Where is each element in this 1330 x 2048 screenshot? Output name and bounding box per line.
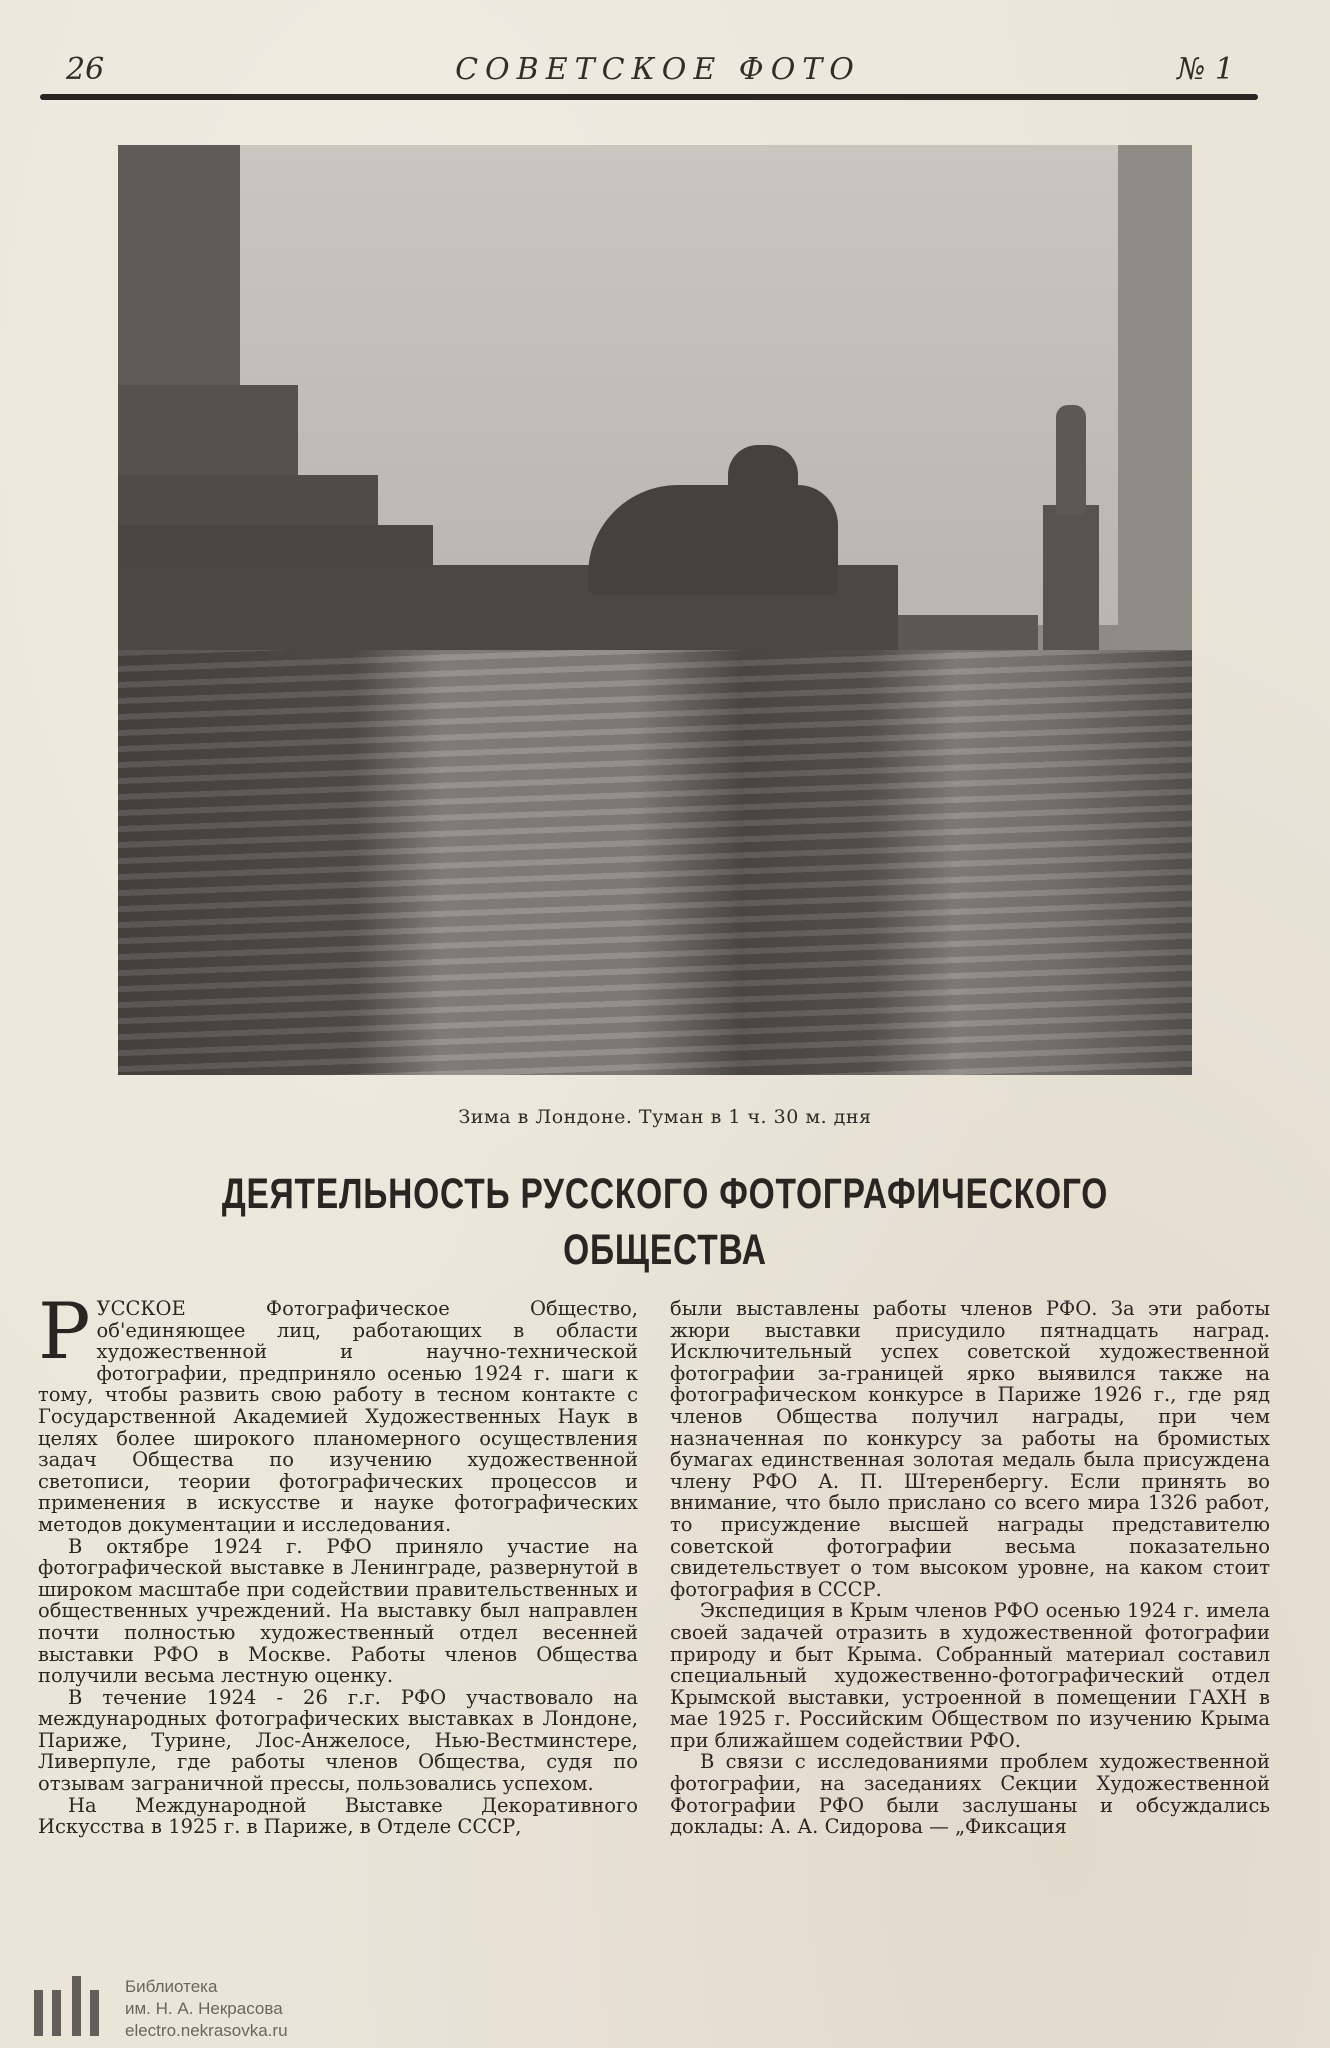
photo-sphinx-head [728,445,798,535]
photo-water-reflection [118,650,1192,1075]
photo-statue [1056,405,1086,515]
watermark-text: Библиотека им. Н. А. Некрасова electro.nekrasovka.ru [125,1977,288,2040]
photo-railing [898,615,1038,655]
headline-line-1: ДЕЯТЕЛЬНОСТЬ РУССКОГО ФОТОГРАФИЧЕСКОГО [221,1170,1109,1218]
photo-caption: Зима в Лондоне. Туман в 1 ч. 30 м. дня [458,1106,872,1128]
headline-line-2: ОБЩЕСТВА [563,1226,767,1274]
issue-number: № 1 [1176,52,1234,87]
article-headline [193,1166,1137,1278]
paragraph: На Международной Выставке Декоративного Искусства в 1925 г. в Париже, в Отделе СССР, [38,1793,638,1839]
photo-column [118,145,240,390]
paragraph: В течение 1924 - 26 г.г. РФО участвовало на международных фотографических выставках в Лондоне, Париже, Турине, Лос-Анжелосе, Нью-Вестминстере, Ливерпуле, где работы членов Общества, судя по отзывам заграничной прессы, пользовались успехом. [38,1685,638,1796]
right-column [670,1298,1270,1838]
running-header [58,48,1258,94]
photo-tower [1118,145,1192,655]
paragraph: В октябре 1924 г. РФО приняло участие на фотографической выставке в Ленинграде, развернутой в широком масштабе при содействии правительственных и общественных учреждений. На выставку был направлен почти полностью художественный отдел весенней выставки РФО в Москве. Работы членов Общества получили весьма лестную оценку. [38,1534,638,1688]
paragraph: В связи с исследованиями проблем художественной фотографии, на заседаниях Секции Художественной Фотографии РФО были заслушаны и обсуждались доклады: А. А. Сидорова — „Фиксация [670,1750,1270,1839]
photo-statue-base [1043,505,1099,665]
drop-cap: Р [38,1287,91,1377]
header-rule [40,94,1258,100]
page-number: 26 [66,52,105,87]
photo-sphinx [588,485,838,595]
journal-title: СОВЕТСКОЕ ФОТО [455,52,861,87]
paragraph: Экспедиция в Крым членов РФО осенью 1924 г. имела своей задачей отразить в художественной фотографии природу и быт Крыма. Собранный материал составил специальный художественно-фотографический отдел Крымской выставки, устроенной в помещении ГАХН в мае 1925 г. Российским Обществом по изучению Крыма при ближайшем содействии РФО. [670,1599,1270,1752]
left-column [38,1287,638,1839]
paragraph: были выставлены работы членов РФО. За эти работы жюри выставки присудило пятнадцать наград. Исключительный успех советской художественной фотографии за-границей ярко выявился также на фотографическом конкурсе в Париже 1926 г., где ряд членов Общества получил награды, при чем назначенная по конкурсу за работы на бромистых бумагах единственная золотая медаль была присуждена члену РФО А. П. Штеренбергу. Если принять во внимание, что было прислано со всего мира 1326 работ, то присуждение высшей награды представителю советской фотографии весьма показательно свидетельствует о том высоком уровне, на каком стоит фотография в СССР. [670,1297,1270,1601]
paragraph: РУССКОЕ Фотографическое Общество, об'единяющее лиц, работающих в области художественной и научно-технической фотографии, предприняло осенью 1924 г. шаги к тому, чтобы развить свою работу в тесном контакте с Государственной Академией Художественных Наук в целях более широкого планомерного осуществления задач Общества по изучению художественной светописи, теории фотографических процессов и применения в искусстве и науке фотографических методов документации и исследования. [38,1287,638,1536]
photograph [118,145,1192,1075]
library-watermark [32,1966,332,2046]
